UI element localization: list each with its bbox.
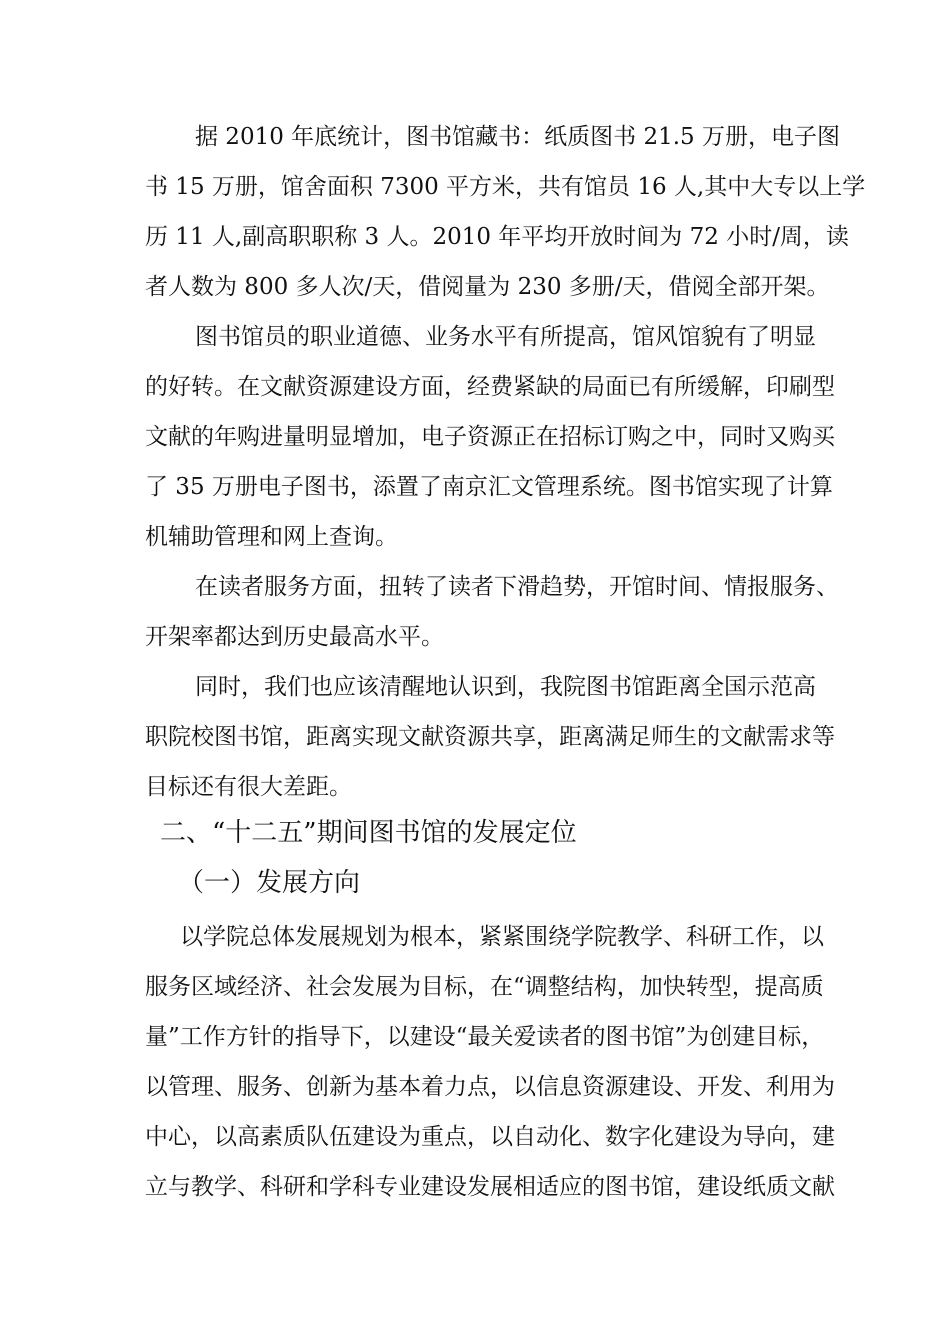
paragraph-1-line-1: 据 2010 年底统计，图书馆藏书：纸质图书 21.5 万册，电子图 xyxy=(195,124,840,150)
paragraph-2-line-1: 图书馆员的职业道德、业务水平有所提高，馆风馆貌有了明显 xyxy=(195,324,816,350)
paragraph-4-line-2: 职院校图书馆，距离实现文献资源共享，距离满足师生的文献需求等 xyxy=(145,724,835,750)
direction-line-4: 以管理、服务、创新为基本着力点，以信息资源建设、开发、利用为 xyxy=(145,1074,835,1100)
paragraph-2-line-2: 的好转。在文献资源建设方面，经费紧缺的局面已有所缓解，印刷型 xyxy=(145,374,835,400)
paragraph-1-line-4: 者人数为 800 多人次/天，借阅量为 230 多册/天，借阅全部开架。 xyxy=(145,274,830,300)
paragraph-3-line-2: 开架率都达到历史最高水平。 xyxy=(145,624,444,650)
paragraph-3-line-1: 在读者服务方面，扭转了读者下滑趋势，开馆时间、情报服务、 xyxy=(195,574,839,600)
direction-line-3: 量”工作方针的指导下，以建设“最关爱读者的图书馆”为创建目标， xyxy=(145,1024,825,1050)
direction-line-1: 以学院总体发展规划为根本，紧紧围绕学院教学、科研工作，以 xyxy=(180,924,824,950)
paragraph-4-line-3: 目标还有很大差距。 xyxy=(145,774,352,800)
direction-line-5: 中心，以高素质队伍建设为重点，以自动化、数字化建设为导向，建 xyxy=(145,1124,835,1150)
subsection-heading: （一）发展方向 xyxy=(178,868,361,898)
paragraph-2-line-5: 机辅助管理和网上查询。 xyxy=(145,524,398,550)
paragraph-4-line-1: 同时，我们也应该清醒地认识到，我院图书馆距离全国示范高 xyxy=(195,674,816,700)
paragraph-2-line-3: 文献的年购进量明显增加，电子资源正在招标订购之中，同时又购买 xyxy=(145,424,835,450)
section-heading: 二、“十二五”期间图书馆的发展定位 xyxy=(160,818,577,848)
direction-line-2: 服务区域经济、社会发展为目标，在“调整结构，加快转型，提高质 xyxy=(145,974,824,1000)
paragraph-1-line-2: 书 15 万册，馆舍面积 7300 平方米，共有馆员 16 人,其中大专以上学 xyxy=(145,174,866,200)
paragraph-1-line-3: 历 11 人,副高职职称 3 人。2010 年平均开放时间为 72 小时/周，读 xyxy=(145,224,849,250)
paragraph-2-line-4: 了 35 万册电子图书，添置了南京汇文管理系统。图书馆实现了计算 xyxy=(145,474,833,500)
direction-line-6: 立与教学、科研和学科专业建设发展相适应的图书馆，建设纸质文献 xyxy=(145,1174,835,1200)
